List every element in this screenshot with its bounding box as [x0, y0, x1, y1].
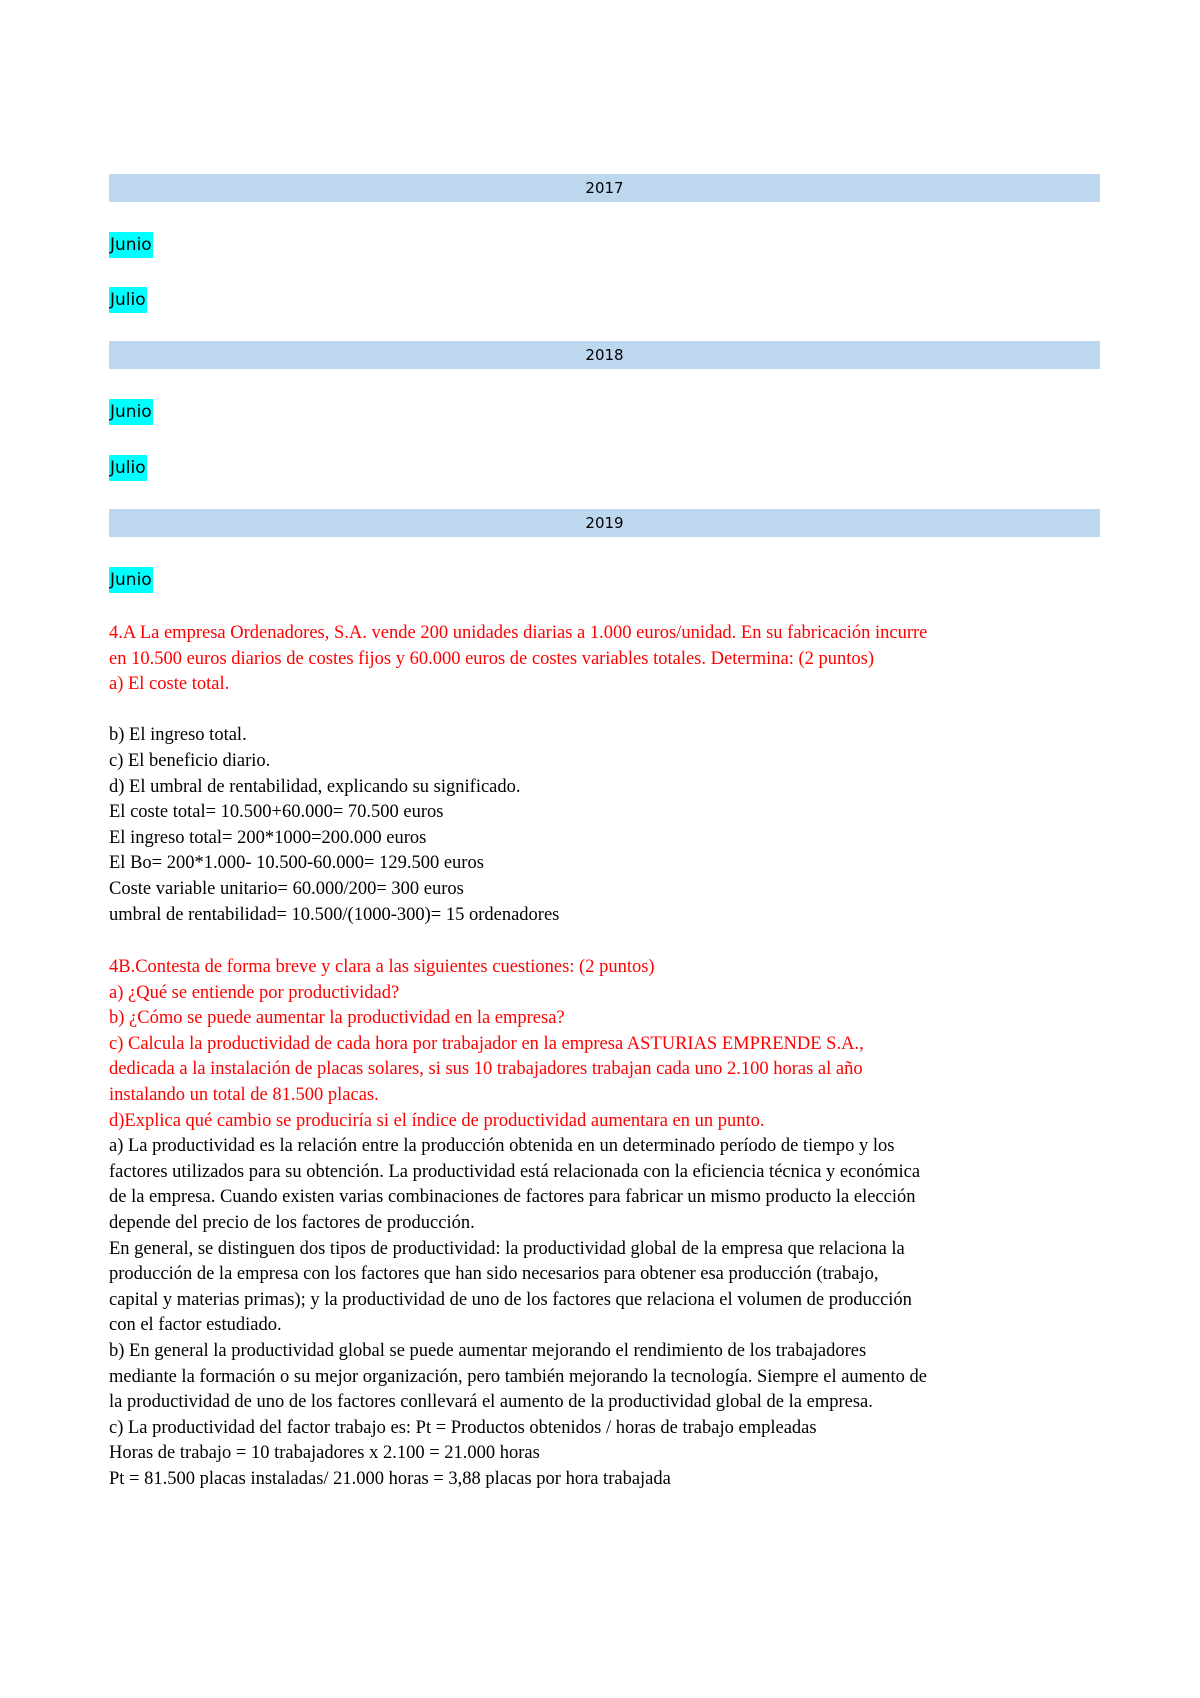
question-4b-answer-line: con el factor estudiado. [109, 1315, 282, 1336]
question-4a-statement-line: en 10.500 euros diarios de costes fijos y 60.000 euros de costes variables totales. Determina: (2 puntos) [109, 648, 875, 669]
year-header-2019: 2019 [109, 509, 1100, 537]
question-4b-answer-line: c) La productividad del factor trabajo es: Pt = Productos obtenidos / horas de trabajo empleadas [109, 1417, 817, 1438]
question-4a-body-line: c) El beneficio diario. [109, 750, 271, 771]
month-label-julio-2017: Julio [109, 287, 147, 313]
question-4b-answer-line: b) En general la productividad global se puede aumentar mejorando el rendimiento de los trabajadores [109, 1340, 867, 1361]
question-4a-statement-line: 4.A La empresa Ordenadores, S.A. vende 200 unidades diarias a 1.000 euros/unidad. En su fabricación incurre [109, 623, 928, 643]
question-4b-answer-line: producción de la empresa con los factores que han sido necesarios para obtener esa producción (trabajo, [109, 1264, 879, 1285]
question-4b-answer-line: a) La productividad es la relación entre la producción obtenida en un determinado período de tiempo y los [109, 1136, 895, 1157]
question-4a-body-line: El coste total= 10.500+60.000= 70.500 euros [109, 802, 444, 823]
question-4a-body-line: El Bo= 200*1.000- 10.500-60.000= 129.500 euros [109, 853, 484, 874]
question-4b-statement-line: d)Explica qué cambio se produciría si el índice de productividad aumentara en un punto. [109, 1110, 765, 1131]
question-4a-body-line: Coste variable unitario= 60.000/200= 300 euros [109, 878, 464, 899]
question-4b-answer-line: Pt = 81.500 placas instaladas/ 21.000 horas = 3,88 placas por hora trabajada [109, 1468, 671, 1489]
question-4b-answer-line: En general, se distinguen dos tipos de productividad: la productividad global de la empresa que relaciona la [109, 1238, 905, 1259]
year-header-2018: 2018 [109, 341, 1100, 369]
question-4b-answer-line: Horas de trabajo = 10 trabajadores x 2.100 = 21.000 horas [109, 1443, 540, 1464]
question-4b-statement-line: 4B.Contesta de forma breve y clara a las siguientes cuestiones: (2 puntos) [109, 957, 655, 977]
question-4a-statement-line: a) El coste total. [109, 674, 230, 695]
question-4b-statement-line: instalando un total de 81.500 placas. [109, 1084, 379, 1105]
question-4b-answer-line: de la empresa. Cuando existen varias combinaciones de factores para fabricar un mismo producto la elección [109, 1187, 916, 1208]
year-header-2017: 2017 [109, 174, 1100, 202]
question-4a-body-line: umbral de rentabilidad= 10.500/(1000-300)= 15 ordenadores [109, 904, 560, 925]
question-4b-statement-line: dedicada a la instalación de placas solares, si sus 10 trabajadores trabajan cada uno 2.100 horas al año [109, 1059, 863, 1080]
question-4b-answer-line: depende del precio de los factores de producción. [109, 1212, 475, 1233]
question-4b-answer-line: capital y materias primas); y la productividad de uno de los factores que relaciona el volumen de producción [109, 1289, 912, 1310]
question-4b-statement-line: b) ¿Cómo se puede aumentar la productividad en la empresa? [109, 1008, 565, 1029]
question-4a-body-line: d) El umbral de rentabilidad, explicando su significado. [109, 776, 521, 797]
question-4a [109, 621, 1109, 928]
month-label-julio-2018: Julio [109, 455, 147, 481]
question-4b-answer-line: factores utilizados para su obtención. La productividad está relacionada con la eficiencia técnica y económica [109, 1161, 921, 1182]
month-label-junio-2018: Junio [109, 399, 153, 425]
question-4b [109, 955, 1109, 1492]
blank-line [109, 698, 1109, 724]
question-4a-body-line: b) El ingreso total. [109, 725, 247, 746]
month-label-junio-2017: Junio [109, 232, 153, 258]
question-4b-statement-line: c) Calcula la productividad de cada hora por trabajador en la empresa ASTURIAS EMPRENDE S.A., [109, 1033, 864, 1054]
question-4b-statement-line: a) ¿Qué se entiende por productividad? [109, 982, 400, 1003]
month-label-junio-2019: Junio [109, 567, 153, 593]
question-4a-body-line: El ingreso total= 200*1000=200.000 euros [109, 827, 427, 848]
question-4b-answer-line: la productividad de uno de los factores conllevará el aumento de la productividad global de la empresa. [109, 1392, 873, 1413]
question-4b-answer-line: mediante la formación o su mejor organización, pero también mejorando la tecnología. Siempre el aumento de [109, 1366, 928, 1387]
